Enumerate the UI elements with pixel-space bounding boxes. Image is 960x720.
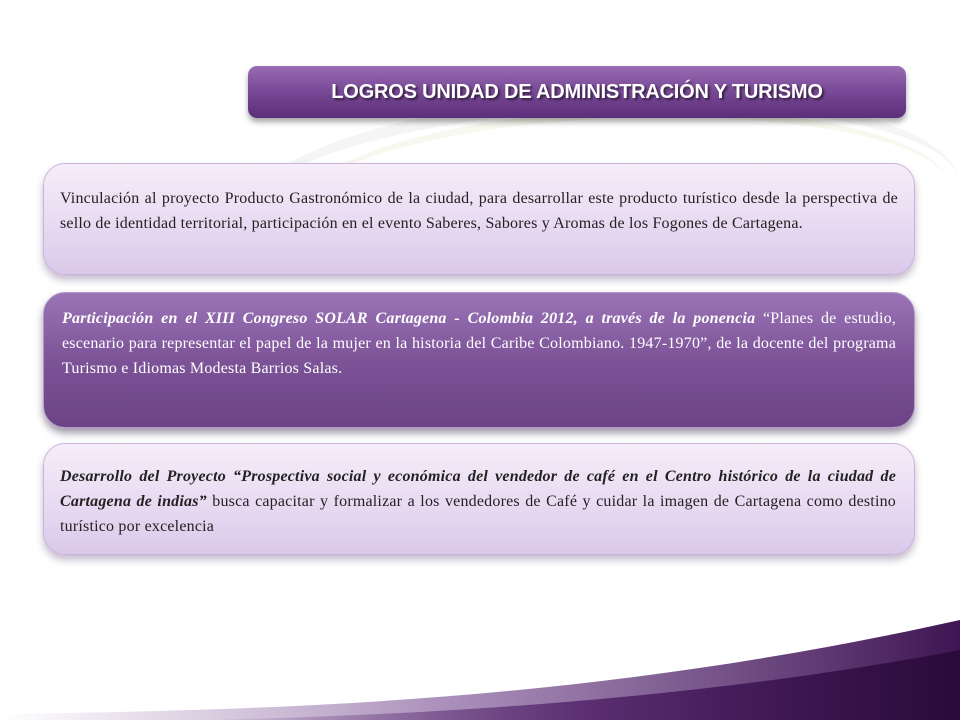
card-text: Vinculación al proyecto Producto Gastronómico de la ciudad, para desarrollar este producto turístico desde la perspectiva de sello de identidad territorial, participación en el evento Saberes, Sabores y Aromas de los Fogones de Cartagena. [60,190,898,232]
card-text: busca capacitar y formalizar a los vendedores de Café y cuidar la imagen de Cartagena como destino turístico por excelencia [60,493,896,535]
card-emphasis: Desarrollo del Proyecto “Prospectiva social y económica del vendedor de café en el Centro histórico de la ciudad de Cartagena de indias” [60,468,896,510]
achievement-card-congress [43,292,915,428]
corner-swoosh [0,610,960,720]
slide-title: LOGROS UNIDAD DE ADMINISTRACIÓN Y TURISMO [331,80,823,103]
achievement-card-gastronomy [43,163,915,275]
achievement-card-coffee-project [43,443,915,555]
card-emphasis: Participación en el XIII Congreso SOLAR Cartagena - Colombia 2012, a través de la ponencia [62,310,756,327]
corner-swoosh-graphic [0,610,960,720]
card-text: “Planes de estudio, escenario para representar el papel de la mujer en la historia del Caribe Colombiano. 1947-1970”, de la docente del programa Turismo e Idiomas Modesta Barrios Salas. [62,310,897,377]
title-banner [248,66,906,118]
